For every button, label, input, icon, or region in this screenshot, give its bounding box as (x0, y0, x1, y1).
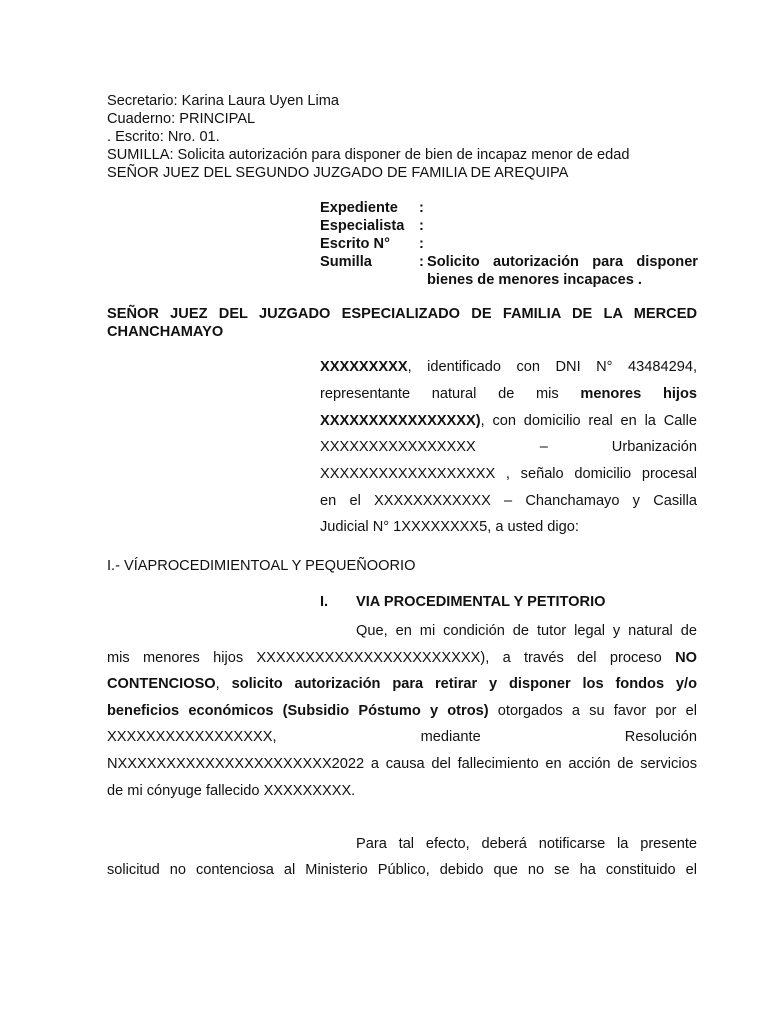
intro-text: , con domicilio real en la Calle (480, 413, 697, 429)
section-number: I. (320, 594, 329, 610)
section-heading-b: VIA PROCEDIMENTAL Y PETITORIO (356, 594, 606, 610)
para-text: mis menores hijos XXXXXXXXXXXXXXXXXXXXXXX), a través del proceso (107, 650, 676, 666)
intro-line (320, 354, 697, 381)
intro-line: XXXXXXXXXXXXXXXXXX , señalo domicilio procesal (320, 466, 697, 482)
court-title: SEÑOR JUEZ DEL JUZGADO ESPECIALIZADO DE FAMILIA DE LA MERCED CHANCHAMAYO (107, 306, 697, 340)
meta-sumilla-value-cont: bienes de menores incapaces . (427, 272, 642, 288)
meta-colon: : (419, 218, 424, 234)
cuaderno-line: Cuaderno: PRINCIPAL (107, 111, 256, 127)
intro-bold: XXXXXXXXXXXXXXXX) (320, 413, 481, 429)
meta-colon: : (419, 236, 424, 252)
para-bold: CONTENCIOSO (107, 676, 216, 692)
para-text: , (215, 676, 232, 692)
secretario-line: Secretario: Karina Laura Uyen Lima (107, 93, 339, 109)
meta-row-sumilla (320, 253, 700, 289)
intro-line (320, 381, 697, 408)
para1-line (107, 645, 697, 672)
case-meta-table (320, 199, 700, 289)
intro-text: , identificado con DNI N° 43484294, (407, 359, 697, 375)
meta-key: Sumilla (320, 254, 372, 270)
para1-line (107, 698, 697, 725)
meta-row-escrito (320, 235, 700, 253)
para1-line (107, 671, 697, 698)
party-name: XXXXXXXXX (320, 359, 408, 375)
para-bold: beneficios económicos (Subsidio Póstumo y otros) (107, 703, 489, 719)
meta-key: Escrito N° (320, 236, 390, 252)
meta-key: Especialista (320, 218, 405, 234)
intro-bold: menores hijos (580, 386, 697, 402)
sumilla-line: SUMILLA: Solicita autorización para disponer de bien de incapaz menor de edad (107, 147, 630, 163)
intro-line: en el XXXXXXXXXXXX – Chanchamayo y Casilla (320, 493, 697, 509)
meta-row-especialista (320, 217, 700, 235)
meta-key: Expediente (320, 200, 398, 216)
meta-row-expediente (320, 199, 700, 217)
intro-text: representante natural de mis (320, 386, 581, 402)
para-text: otorgados a su favor por el (488, 703, 697, 719)
intro-line: Judicial N° 1XXXXXXXX5, a usted digo: (320, 519, 579, 535)
section-heading-a: I.- VÍAPROCEDIMIENTOAL Y PEQUEÑOORIO (107, 558, 416, 574)
para1-line: XXXXXXXXXXXXXXXXX, mediante Resolución (107, 729, 697, 745)
para1-line: de mi cónyuge fallecido XXXXXXXXX. (107, 783, 356, 799)
para-bold: NO (675, 650, 697, 666)
para-bold: solicito autorización para retirar y disponer los fondos y/o (231, 676, 697, 692)
para1-line: NXXXXXXXXXXXXXXXXXXXXXX2022 a causa del fallecimiento en acción de servicios (107, 756, 697, 772)
escrito-line: . Escrito: Nro. 01. (107, 129, 220, 145)
para1-line: Que, en mi condición de tutor legal y natural de (356, 623, 697, 639)
meta-colon: : (419, 200, 424, 216)
meta-colon: : (419, 254, 424, 270)
intro-line (320, 408, 697, 435)
addressee-line: SEÑOR JUEZ DEL SEGUNDO JUZGADO DE FAMILIA DE AREQUIPA (107, 165, 569, 181)
para2-line: solicitud no contenciosa al Ministerio Público, debido que no se ha constituido el (107, 862, 697, 878)
meta-sumilla-value: Solicito autorización para disponer (427, 254, 698, 270)
intro-line: XXXXXXXXXXXXXXXX – Urbanización (320, 439, 697, 455)
para2-line: Para tal efecto, deberá notificarse la presente (356, 836, 697, 852)
